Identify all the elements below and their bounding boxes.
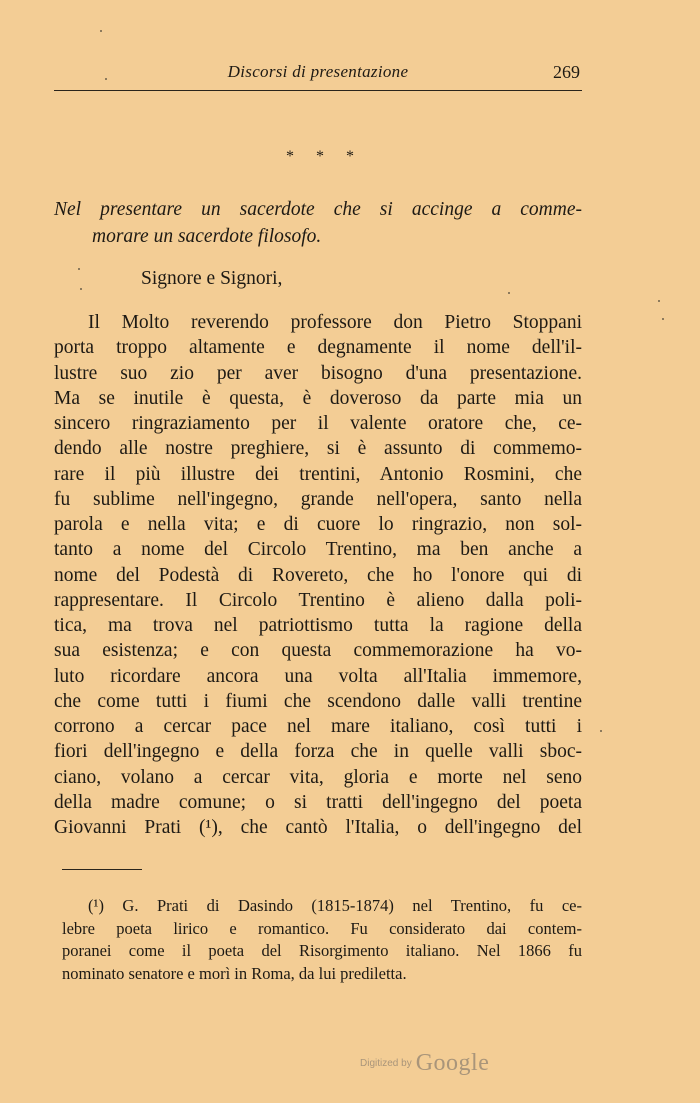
body-line: Ma se inutile è questa, è doveroso da parte mia un xyxy=(54,387,582,409)
footnote-line: lebre poeta lirico e romantico. Fu considerato dai contem- xyxy=(62,918,582,938)
digitization-watermark xyxy=(360,1050,489,1082)
running-head xyxy=(54,60,582,86)
footnote-line: nominato senatore e morì in Roma, da lui prediletta. xyxy=(62,963,407,983)
heading-line: Nel presentare un sacerdote che si accinge a comme- xyxy=(54,199,582,220)
paper-speck xyxy=(600,730,602,732)
body-line: sincero ringraziamento per il valente oratore che, ce- xyxy=(54,413,582,434)
body-line: lustre suo zio per aver bisogno d'una presentazione. xyxy=(54,362,582,384)
body-line: Giovanni Prati (¹), che cantò l'Italia, o dell'ingegno del xyxy=(54,817,582,838)
watermark-prefix: Digitized by xyxy=(360,1058,412,1069)
body-line: fiori dell'ingegno e della forza che in quelle valli sboc- xyxy=(54,741,582,763)
heading-line: morare un sacerdote filosofo. xyxy=(92,226,322,247)
footnote xyxy=(62,895,582,985)
footnote-line: (¹) G. Prati di Dasindo (1815-1874) nel Trentino, fu ce- xyxy=(88,896,582,915)
separator-star: * xyxy=(286,148,316,165)
salutation: Signore e Signori, xyxy=(141,268,283,289)
body-line: rappresentare. Il Circolo Trentino è alieno dalla poli- xyxy=(54,589,582,611)
paper-speck xyxy=(508,292,510,294)
paper-speck xyxy=(662,318,664,320)
header-rule xyxy=(54,90,582,91)
body-line: corrono a cercar pace nel mare italiano, così tutti i xyxy=(54,716,582,737)
separator-star: * xyxy=(316,148,346,165)
body-line: della madre comune; o si tratti dell'ingegno del poeta xyxy=(54,791,582,813)
paper-speck xyxy=(658,300,660,302)
paper-speck xyxy=(78,268,80,270)
paper-speck xyxy=(100,30,102,32)
footnote-rule xyxy=(62,869,142,870)
section-separator xyxy=(0,148,640,166)
body-line: che come tutti i fiumi che scendono dalle valli trentine xyxy=(54,690,582,712)
section-heading xyxy=(54,196,582,250)
footnote-line: poranei come il poeta del Risorgimento italiano. Nel 1866 fu xyxy=(62,941,582,960)
body-line: porta troppo altamente e degnamente il nome dell'il- xyxy=(54,337,582,359)
body-line: sua esistenza; e con questa commemorazione ha vo- xyxy=(54,640,582,662)
body-paragraph xyxy=(54,310,582,840)
paper-speck xyxy=(80,288,82,290)
body-line: luto ricordare ancora una volta all'Italia immemore, xyxy=(54,665,582,687)
google-logo: Google xyxy=(415,1050,490,1076)
paper-speck xyxy=(105,78,107,80)
body-line: tica, ma trova nel patriottismo tutta la ragione della xyxy=(54,615,582,636)
body-line: tanto a nome del Circolo Trentino, ma ben anche a xyxy=(54,539,582,561)
body-line: parola e nella vita; e di cuore lo ringrazio, non sol- xyxy=(54,514,582,535)
body-line: ciano, volano a cercar vita, gloria e morte nel seno xyxy=(54,766,582,788)
body-line: Il Molto reverendo professore don Pietro Stoppani xyxy=(88,312,582,333)
body-line: rare il più illustre dei trentini, Antonio Rosmini, che xyxy=(54,463,582,485)
page-number: 269 xyxy=(553,62,580,82)
body-line: dendo alle nostre preghiere, si è assunto di commemo- xyxy=(54,438,582,460)
separator-star: * xyxy=(346,148,376,165)
body-line: nome del Podestà di Rovereto, che ho l'onore qui di xyxy=(54,564,582,586)
body-line: fu sublime nell'ingegno, grande nell'opera, santo nella xyxy=(54,488,582,510)
running-title: Discorsi di presentazione xyxy=(227,62,409,81)
